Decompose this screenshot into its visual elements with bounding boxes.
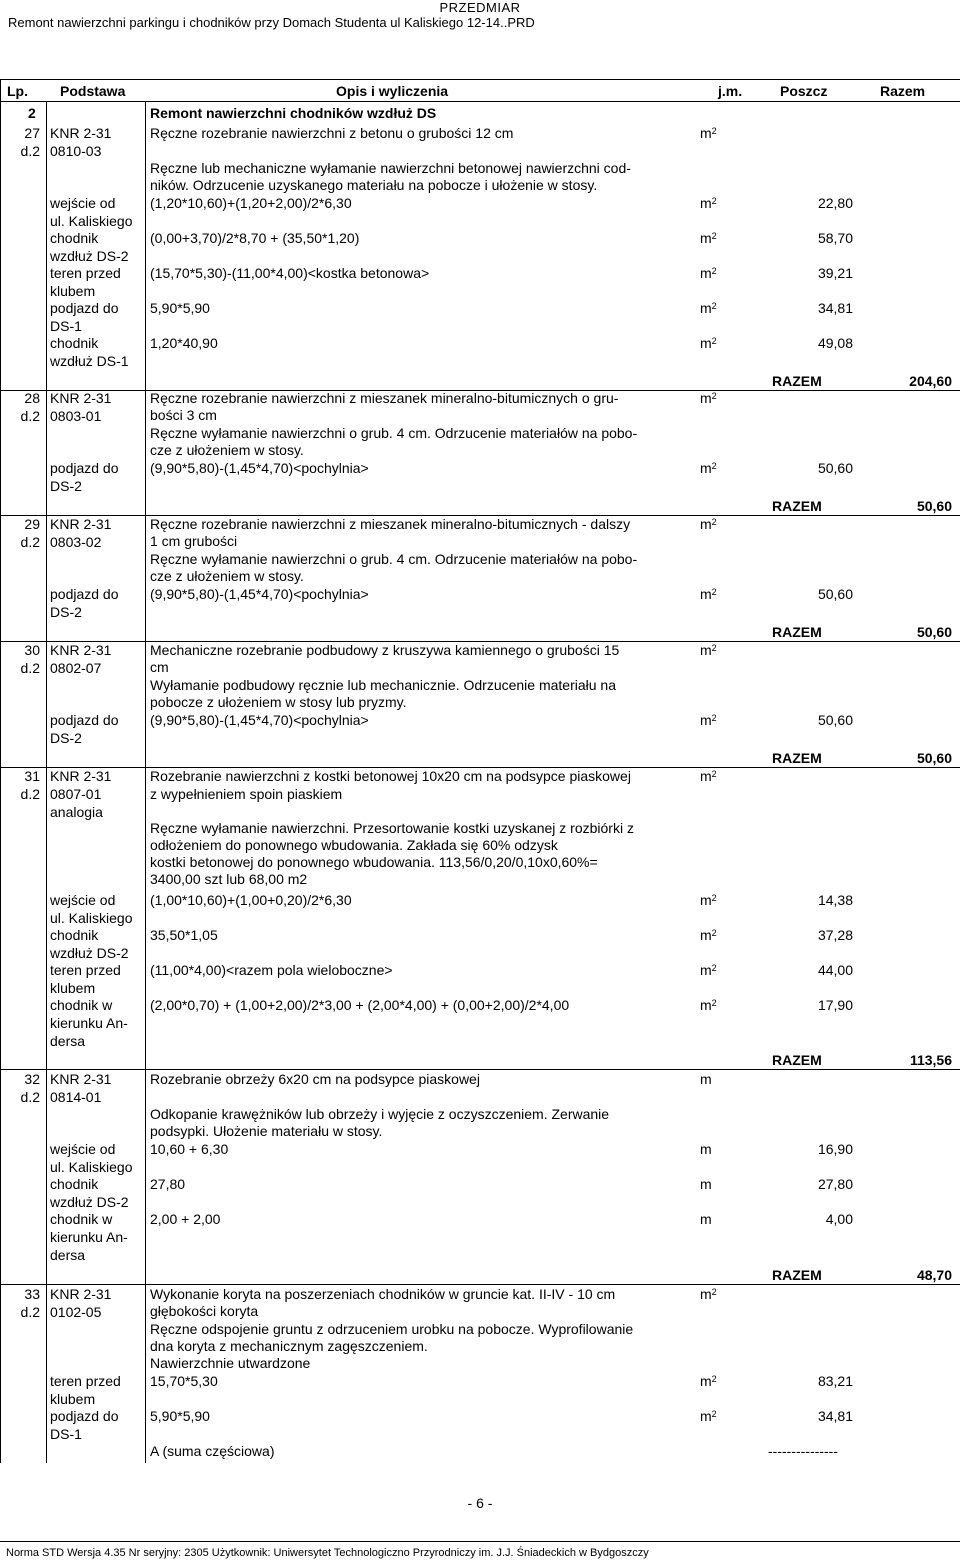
calc-location: wzdłuż DS-2 [50,1194,129,1210]
item-dep-number: d.2 [20,143,40,159]
calc-unit: $m^2$ [700,962,717,978]
calc-unit: m [700,1141,712,1157]
item-note-line: Ręczne wyłamanie nawierzchni o grub. 4 cm. Odrzucenie materiałów na pobo- [150,425,638,441]
calc-value: 14,38 [817,892,853,908]
item-number: 31 [24,768,40,784]
calc-formula: 10,60 + 6,30 [150,1141,229,1157]
item-dep-number: d.2 [20,660,40,676]
item-number: 28 [24,390,40,406]
calc-location: podjazd do [50,460,119,476]
razem-label: RAZEM [772,1267,822,1283]
calc-formula: (0,00+3,70)/2*8,70 + (35,50*1,20) [150,230,360,246]
col-divider-lp [46,101,47,1463]
calc-location: DS-2 [50,478,82,494]
item-unit: $m^2$ [700,768,717,784]
calc-value: 49,08 [817,335,853,351]
page-number: - 6 - [467,1495,493,1511]
calc-value: 16,90 [817,1141,853,1157]
calc-value: 4,00 [825,1211,853,1227]
calc-formula: 5,90*5,90 [150,1408,210,1424]
calc-location: chodnik [50,1176,99,1192]
calc-unit: $m^2$ [700,712,717,728]
item-description-line: bości 3 cm [150,407,217,423]
calc-value: 34,81 [817,300,853,316]
calc-location: DS-2 [50,730,82,746]
calc-value: 58,70 [817,230,853,246]
item-catalog: KNR 2-31 [50,1286,112,1302]
calc-location: teren przed [50,962,121,978]
calc-formula: (1,20*10,60)+(1,20+2,00)/2*6,30 [150,195,352,211]
calc-value: 50,60 [817,460,853,476]
calc-formula: 27,80 [150,1176,186,1192]
calc-location: podjazd do [50,300,119,316]
item-description-line: 1 cm grubości [150,533,238,549]
item-description-line: Ręczne rozebranie nawierzchni z mieszanek mineralno-bitumicznych - dalszy [150,516,631,532]
calc-formula: 1,20*40,90 [150,335,218,351]
footer-info: Norma STD Wersja 4.35 Nr seryjny: 2305 Użytkownik: Uniwersytet Technologiczno Przyrodniczy im. J.J. Śniadeckich w Bydgoszczy [6,1547,649,1559]
calc-location: chodnik w [50,997,113,1013]
calc-unit: $m^2$ [700,1373,717,1389]
item-catalog-code: 0810-03 [50,143,102,159]
calc-location: wzdłuż DS-1 [50,353,129,369]
item-catalog-code: 0803-02 [50,534,102,550]
calc-location: ul. Kaliskiego [50,213,133,229]
item-dep-number: d.2 [20,786,40,802]
calc-location: klubem [50,1391,96,1407]
calc-location: ul. Kaliskiego [50,910,133,926]
row-separator [0,1284,960,1285]
calc-value: 39,21 [817,265,853,281]
item-catalog-code: 0102-05 [50,1304,102,1320]
razem-label: RAZEM [772,498,822,514]
item-description-line: Rozebranie obrzeży 6x20 cm na podsypce piaskowej [150,1071,480,1087]
razem-total: 204,60 [909,373,952,389]
item-number: 27 [24,125,40,141]
item-unit: $m^2$ [700,642,717,658]
col-header-jm: j.m. [718,83,743,99]
item-catalog: KNR 2-31 [50,390,112,406]
item-catalog-code: 0807-01 [50,786,102,802]
calc-location: DS-1 [50,318,82,334]
razem-label: RAZEM [772,624,822,640]
item-catalog-code: 0803-01 [50,408,102,424]
calc-location: DS-1 [50,1426,82,1442]
section-title: Remont nawierzchni chodników wzdłuż DS [150,105,437,121]
calc-unit: $m^2$ [700,586,717,602]
calc-unit: $m^2$ [700,265,717,281]
col-header-podstawa: Podstawa [60,83,126,99]
item-number: 30 [24,642,40,658]
calc-value: 37,28 [817,927,853,943]
calc-location: chodnik [50,927,99,943]
calc-value: 34,81 [817,1408,853,1424]
calc-unit: $m^2$ [700,335,717,351]
item-catalog: KNR 2-31 [50,1071,112,1087]
item-catalog: KNR 2-31 [50,125,112,141]
item-number: 32 [24,1071,40,1087]
calc-unit: $m^2$ [700,300,717,316]
calc-value: 50,60 [817,712,853,728]
subtotal-dashes: --------------- [768,1443,838,1459]
col-header-poszcz: Poszcz [780,83,828,99]
calc-unit: $m^2$ [700,997,717,1013]
item-note-line: Ręczne wyłamanie nawierzchni o grub. 4 cm. Odrzucenie materiałów na pobo- [150,551,638,567]
item-note-line: Ręczne odspojenie gruntu z odrzuceniem urobku na pobocze. Wyprofilowanie [150,1321,634,1337]
calc-location: wzdłuż DS-2 [50,945,129,961]
calc-location: podjazd do [50,1408,119,1424]
item-note-line: Nawierzchnie utwardzone [150,1355,311,1371]
header-bottom-rule [0,101,960,102]
item-note-line: dna koryta z mechanicznym zagęszczeniem. [150,1338,428,1354]
calc-formula: (1,00*10,60)+(1,00+0,20)/2*6,30 [150,892,352,908]
calc-location: kierunku An- [50,1015,128,1031]
razem-label: RAZEM [772,1052,822,1068]
calc-location: chodnik w [50,1211,113,1227]
item-note-line: podsypki. Ułożenie materiału w stosy. [150,1123,383,1139]
calc-unit: $m^2$ [700,460,717,476]
col-header-opis: Opis i wyliczenia [336,83,449,99]
document-title: PRZEDMIAR [439,0,521,15]
calc-unit: $m^2$ [700,892,717,908]
calc-formula: (15,70*5,30)-(11,00*4,00)<kostka betonowa> [150,265,430,281]
calc-location: teren przed [50,265,121,281]
calc-location: wejście od [50,892,116,908]
col-divider-podstawa [145,101,146,1463]
item-note-line: ników. Odrzucenie uzyskanego materiału na pobocze i ułożenie w stosy. [150,177,598,193]
razem-total: 50,60 [916,498,952,514]
item-note-line: Odkopanie krawężników lub obrzeży i wyjęcie z oczyszczeniem. Zerwanie [150,1106,610,1122]
col-header-lp: Lp. [7,83,28,99]
calc-formula: 2,00 + 2,00 [150,1211,221,1227]
section-number: 2 [28,105,36,121]
subtotal-label: A (suma częściowa) [150,1443,275,1459]
razem-total: 50,60 [916,624,952,640]
calc-unit: $m^2$ [700,927,717,943]
item-catalog-code: 0802-07 [50,660,102,676]
calc-unit: m [700,1176,712,1192]
calc-location: klubem [50,283,96,299]
document-subtitle: Remont nawierzchni parkingu i chodników przy Domach Studenta ul Kaliskiego 12-14..PRD [8,15,535,30]
item-unit: $m^2$ [700,1286,717,1302]
calc-location: ul. Kaliskiego [50,1159,133,1175]
calc-value: 83,21 [817,1373,853,1389]
calc-unit: $m^2$ [700,230,717,246]
item-note-line: Ręczne lub mechaniczne wyłamanie nawierzchni betonowej nawierzchni cod- [150,160,631,176]
calc-value: 50,60 [817,586,853,602]
item-catalog: KNR 2-31 [50,642,112,658]
calc-formula: 15,70*5,30 [150,1373,218,1389]
item-note-line: kostki betonowej do ponownego wbudowania. 113,56/0,20/0,10x0,60%= [150,854,598,870]
item-note-line: Ręczne wyłamanie nawierzchni. Przesortowanie kostki uzyskanej z rozbiórki z [150,820,634,836]
item-description-line: Mechaniczne rozebranie podbudowy z kruszywa kamiennego o grubości 15 [150,642,620,658]
calc-location: podjazd do [50,712,119,728]
calc-location: dersa [50,1247,86,1263]
item-unit: $m^2$ [700,125,717,141]
footer-rule [0,1541,960,1542]
table-top-rule [0,79,960,80]
calc-location: kierunku An- [50,1229,128,1245]
item-catalog: KNR 2-31 [50,768,112,784]
item-dep-number: d.2 [20,1089,40,1105]
item-dep-number: d.2 [20,1304,40,1320]
calc-location: podjazd do [50,586,119,602]
item-unit: m [700,1071,712,1087]
calc-formula: (2,00*0,70) + (1,00+2,00)/2*3,00 + (2,00*4,00) + (0,00+2,00)/2*4,00 [150,997,570,1013]
razem-label: RAZEM [772,373,822,389]
item-catalog-note: analogia [50,804,103,820]
item-unit: $m^2$ [700,516,717,532]
item-description-line: z wypełnieniem spoin piaskiem [150,786,343,802]
item-description-line: Wykonanie koryta na poszerzeniach chodników w gruncie kat. II-IV - 10 cm [150,1286,616,1302]
item-description-line: Rozebranie nawierzchni z kostki betonowej 10x20 cm na podsypce piaskowej [150,768,631,784]
row-separator [0,1069,960,1070]
calc-value: 22,80 [817,195,853,211]
item-catalog: KNR 2-31 [50,516,112,532]
item-description-line: głębokości koryta [150,1303,259,1319]
calc-location: dersa [50,1033,86,1049]
calc-formula: (9,90*5,80)-(1,45*4,70)<pochylnia> [150,586,369,602]
razem-label: RAZEM [772,750,822,766]
calc-formula: 35,50*1,05 [150,927,218,943]
item-number: 29 [24,516,40,532]
calc-location: wejście od [50,1141,116,1157]
calc-formula: 5,90*5,90 [150,300,210,316]
calc-formula: (11,00*4,00)<razem pola wieloboczne> [150,962,393,978]
item-description-line: Ręczne rozebranie nawierzchni z betonu o grubości 12 cm [150,125,514,141]
razem-total: 113,56 [909,1052,952,1068]
item-note-line: 3400,00 szt lub 68,00 m2 [150,871,308,887]
calc-location: chodnik [50,230,99,246]
calc-value: 27,80 [817,1176,853,1192]
item-note-line: Wyłamanie podbudowy ręcznie lub mechanicznie. Odrzucenie materiału na [150,677,617,693]
calc-value: 17,90 [817,997,853,1013]
calc-unit: m [700,1211,712,1227]
calc-unit: $m^2$ [700,1408,717,1424]
calc-unit: $m^2$ [700,195,717,211]
calc-location: klubem [50,980,96,996]
item-note-line: odłożeniem do ponownego wbudowania. Zakłada się 60% odzysk [150,837,558,853]
calc-formula: (9,90*5,80)-(1,45*4,70)<pochylnia> [150,460,369,476]
item-note-line: cze z ułożeniem w stosy. [150,568,304,584]
item-dep-number: d.2 [20,534,40,550]
col-header-razem: Razem [880,83,926,99]
razem-total: 50,60 [916,750,952,766]
item-description-line: cm [150,659,169,675]
calc-location: wejście od [50,195,116,211]
item-note-line: pobocze z ułożeniem w stosy lub pryzmy. [150,694,407,710]
item-unit: $m^2$ [700,390,717,406]
item-dep-number: d.2 [20,408,40,424]
calc-location: wzdłuż DS-2 [50,248,129,264]
item-note-line: cze z ułożeniem w stosy. [150,442,304,458]
calc-formula: (9,90*5,80)-(1,45*4,70)<pochylnia> [150,712,369,728]
calc-location: chodnik [50,335,99,351]
calc-location: DS-2 [50,604,82,620]
razem-total: 48,70 [916,1267,952,1283]
item-description-line: Ręczne rozebranie nawierzchni z mieszanek mineralno-bitumicznych o gru- [150,390,619,406]
calc-value: 44,00 [817,962,853,978]
item-number: 33 [24,1286,40,1302]
calc-location: teren przed [50,1373,121,1389]
item-catalog-code: 0814-01 [50,1089,102,1105]
